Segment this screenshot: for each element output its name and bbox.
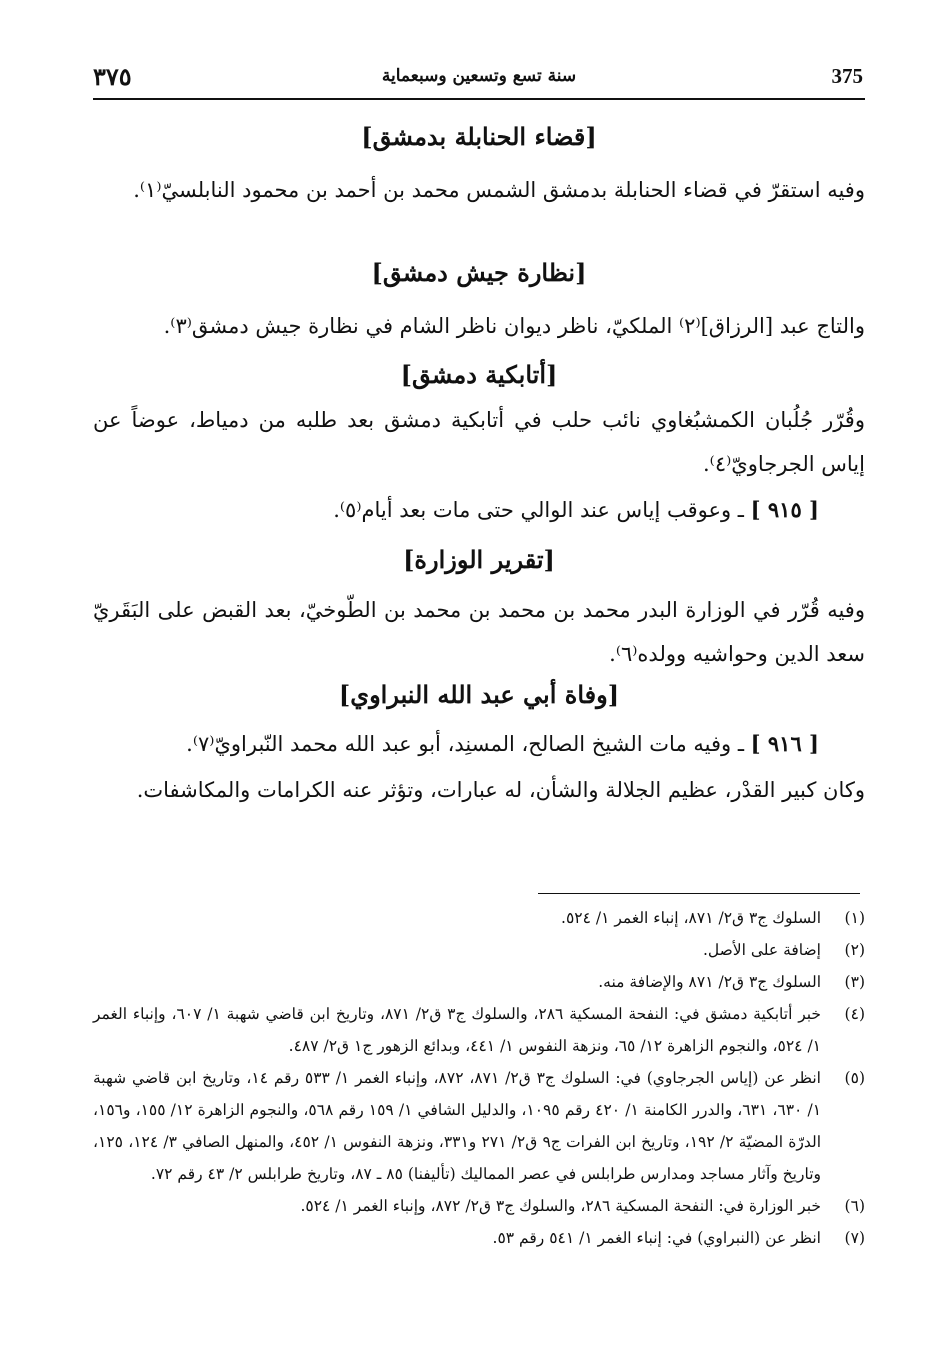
entry-text: ـ وعوقب إياس عند الوالي حتى مات بعد أيام⁽٥⁾. (333, 498, 744, 522)
entry-number: [ ٩١٥ ] (750, 497, 819, 522)
section-heading: [تقرير الوزارة] (403, 545, 555, 574)
footnote-text: انظر عن (إياس الجرجاوي) في: السلوك ج٣ ق٢/ ٨٧١، ٨٧٢، وإنباء الغمر ١/ ٥٣٣ رقم ١٤، وتاريخ ابن قاضي شهبة ١/ ٦٣٠، ٦٣١، والدرر الكامنة ١/ ٤٢٠ رقم ١٠٩٥، والدليل الشافي ١/ ١٥٩ رقم ٥٦٨، والنجوم الزاهرة ١٢/ ١٥٥، و١٥٦، الدرّة المضيّة ٢/ ١٩٢، وتاريخ ابن الفرات ج٩ ق٢/ ٢٧١ و٣٣١، ونزهة النفوس ١/ ٤٥٢، والمنهل الصافي ٣/ ١٢٤، ١٢٥، وتاريخ وآثار مساجد ومدارس طرابلس في عصر المماليك (تأليفنا) ٨٥ ـ ٨٧، وتاريخ طرابلس ٢/ ٤٣ رقم ٧٢. (93, 1069, 822, 1183)
running-title: سنة تسع وتسعين وسبعماية (381, 66, 577, 86)
footnote (93, 902, 865, 934)
section-heading: [أتابكية دمشق] (400, 360, 558, 389)
footnote (93, 934, 865, 966)
section-heading: [نظارة جيش دمشق] (371, 258, 587, 287)
footnote-number: (٣) (844, 973, 865, 991)
footnote-text: انظر عن (النبراوي) في: إنباء الغمر ١/ ٥٤١ رقم ٥٣. (492, 1229, 821, 1247)
footnote-text: إضافة على الأصل. (702, 941, 821, 959)
footnote-number: (٦) (844, 1197, 865, 1215)
footnote-text: السلوك ج٣ ق٢/ ٨٧١ والإضافة منه. (598, 973, 821, 991)
page-number-latin: 375 (831, 64, 863, 88)
entry-line (93, 722, 865, 766)
section-paragraph: وفيه استقرّ في قضاء الحنابلة بدمشق الشمس محمد بن أحمد بن محمود النابلسيّ⁽١⁾. (133, 178, 865, 202)
footnote (93, 1062, 865, 1190)
footnote (93, 998, 865, 1062)
footnote-number: (٢) (844, 941, 865, 959)
footnotes (93, 902, 865, 1254)
section-heading: [وفاة أبي عبد الله النبراوي] (338, 680, 620, 709)
footnote (93, 1222, 865, 1254)
footnote-text: خبر الوزارة في: النفحة المسكية ٢٨٦، والسلوك ج٣ ق٢/ ٨٧٢، وإنباء الغمر ١/ ٥٢٤. (300, 1197, 821, 1215)
footnote-number: (٥) (844, 1069, 865, 1087)
section-paragraph: وفيه قُرّر في الوزارة البدر محمد بن محمد بن محمد بن الطّوخيّ، بعد القبض على البَقَريّ سعد الدين وحواشيه وولده⁽٦⁾. (93, 598, 865, 666)
footnote (93, 1190, 865, 1222)
section-paragraph: وقُرّر جُلُبان الكمشبُغاوي نائب حلب في أتابكية دمشق بعد طلبه من دمياط، عوضاً عن إياس الجرجاويّ⁽٤⁾. (93, 408, 865, 476)
footnote-separator (538, 893, 860, 894)
entry-number: [ ٩١٦ ] (750, 731, 819, 756)
page-header (93, 58, 865, 100)
footnote-text: السلوك ج٣ ق٢/ ٨٧١، إنباء الغمر ١/ ٥٢٤. (561, 909, 821, 927)
footnote (93, 966, 865, 998)
footnote-number: (٤) (844, 1005, 865, 1023)
footnote-text: خبر أتابكية دمشق في: النفحة المسكية ٢٨٦، والسلوك ج٣ ق٢/ ٨٧١، وتاريخ ابن قاضي شهبة ١/ ٦٠٧، وإنباء الغمر ١/ ٥٢٤، والنجوم الزاهرة ١٢/ ٦٥، ونزهة النفوس ١/ ٤٤١، وبدائع الزهور ج١ ق٢/ ٤٨٧. (93, 1005, 822, 1055)
section-paragraph: وكان كبير القدْر، عظيم الجلالة والشأن، له عبارات، وتؤثر عنه الكرامات والمكاشفات. (136, 778, 865, 802)
page-number-arabic: ٣٧٥ (93, 62, 132, 91)
entry-line (93, 488, 865, 532)
section-heading: [قضاء الحنابلة بدمشق] (361, 122, 597, 151)
section-paragraph: والتاج عبد [الرزاق]⁽٢⁾ الملكيّ، ناظر ديوان ناظر الشام في نظارة جيش دمشق⁽٣⁾. (163, 314, 865, 338)
entry-text: ـ وفيه مات الشيخ الصالح، المسنِد، أبو عبد الله محمد النّبراويّ⁽٧⁾. (186, 732, 744, 756)
footnote-number: (٧) (844, 1229, 865, 1247)
footnote-number: (١) (844, 909, 865, 927)
